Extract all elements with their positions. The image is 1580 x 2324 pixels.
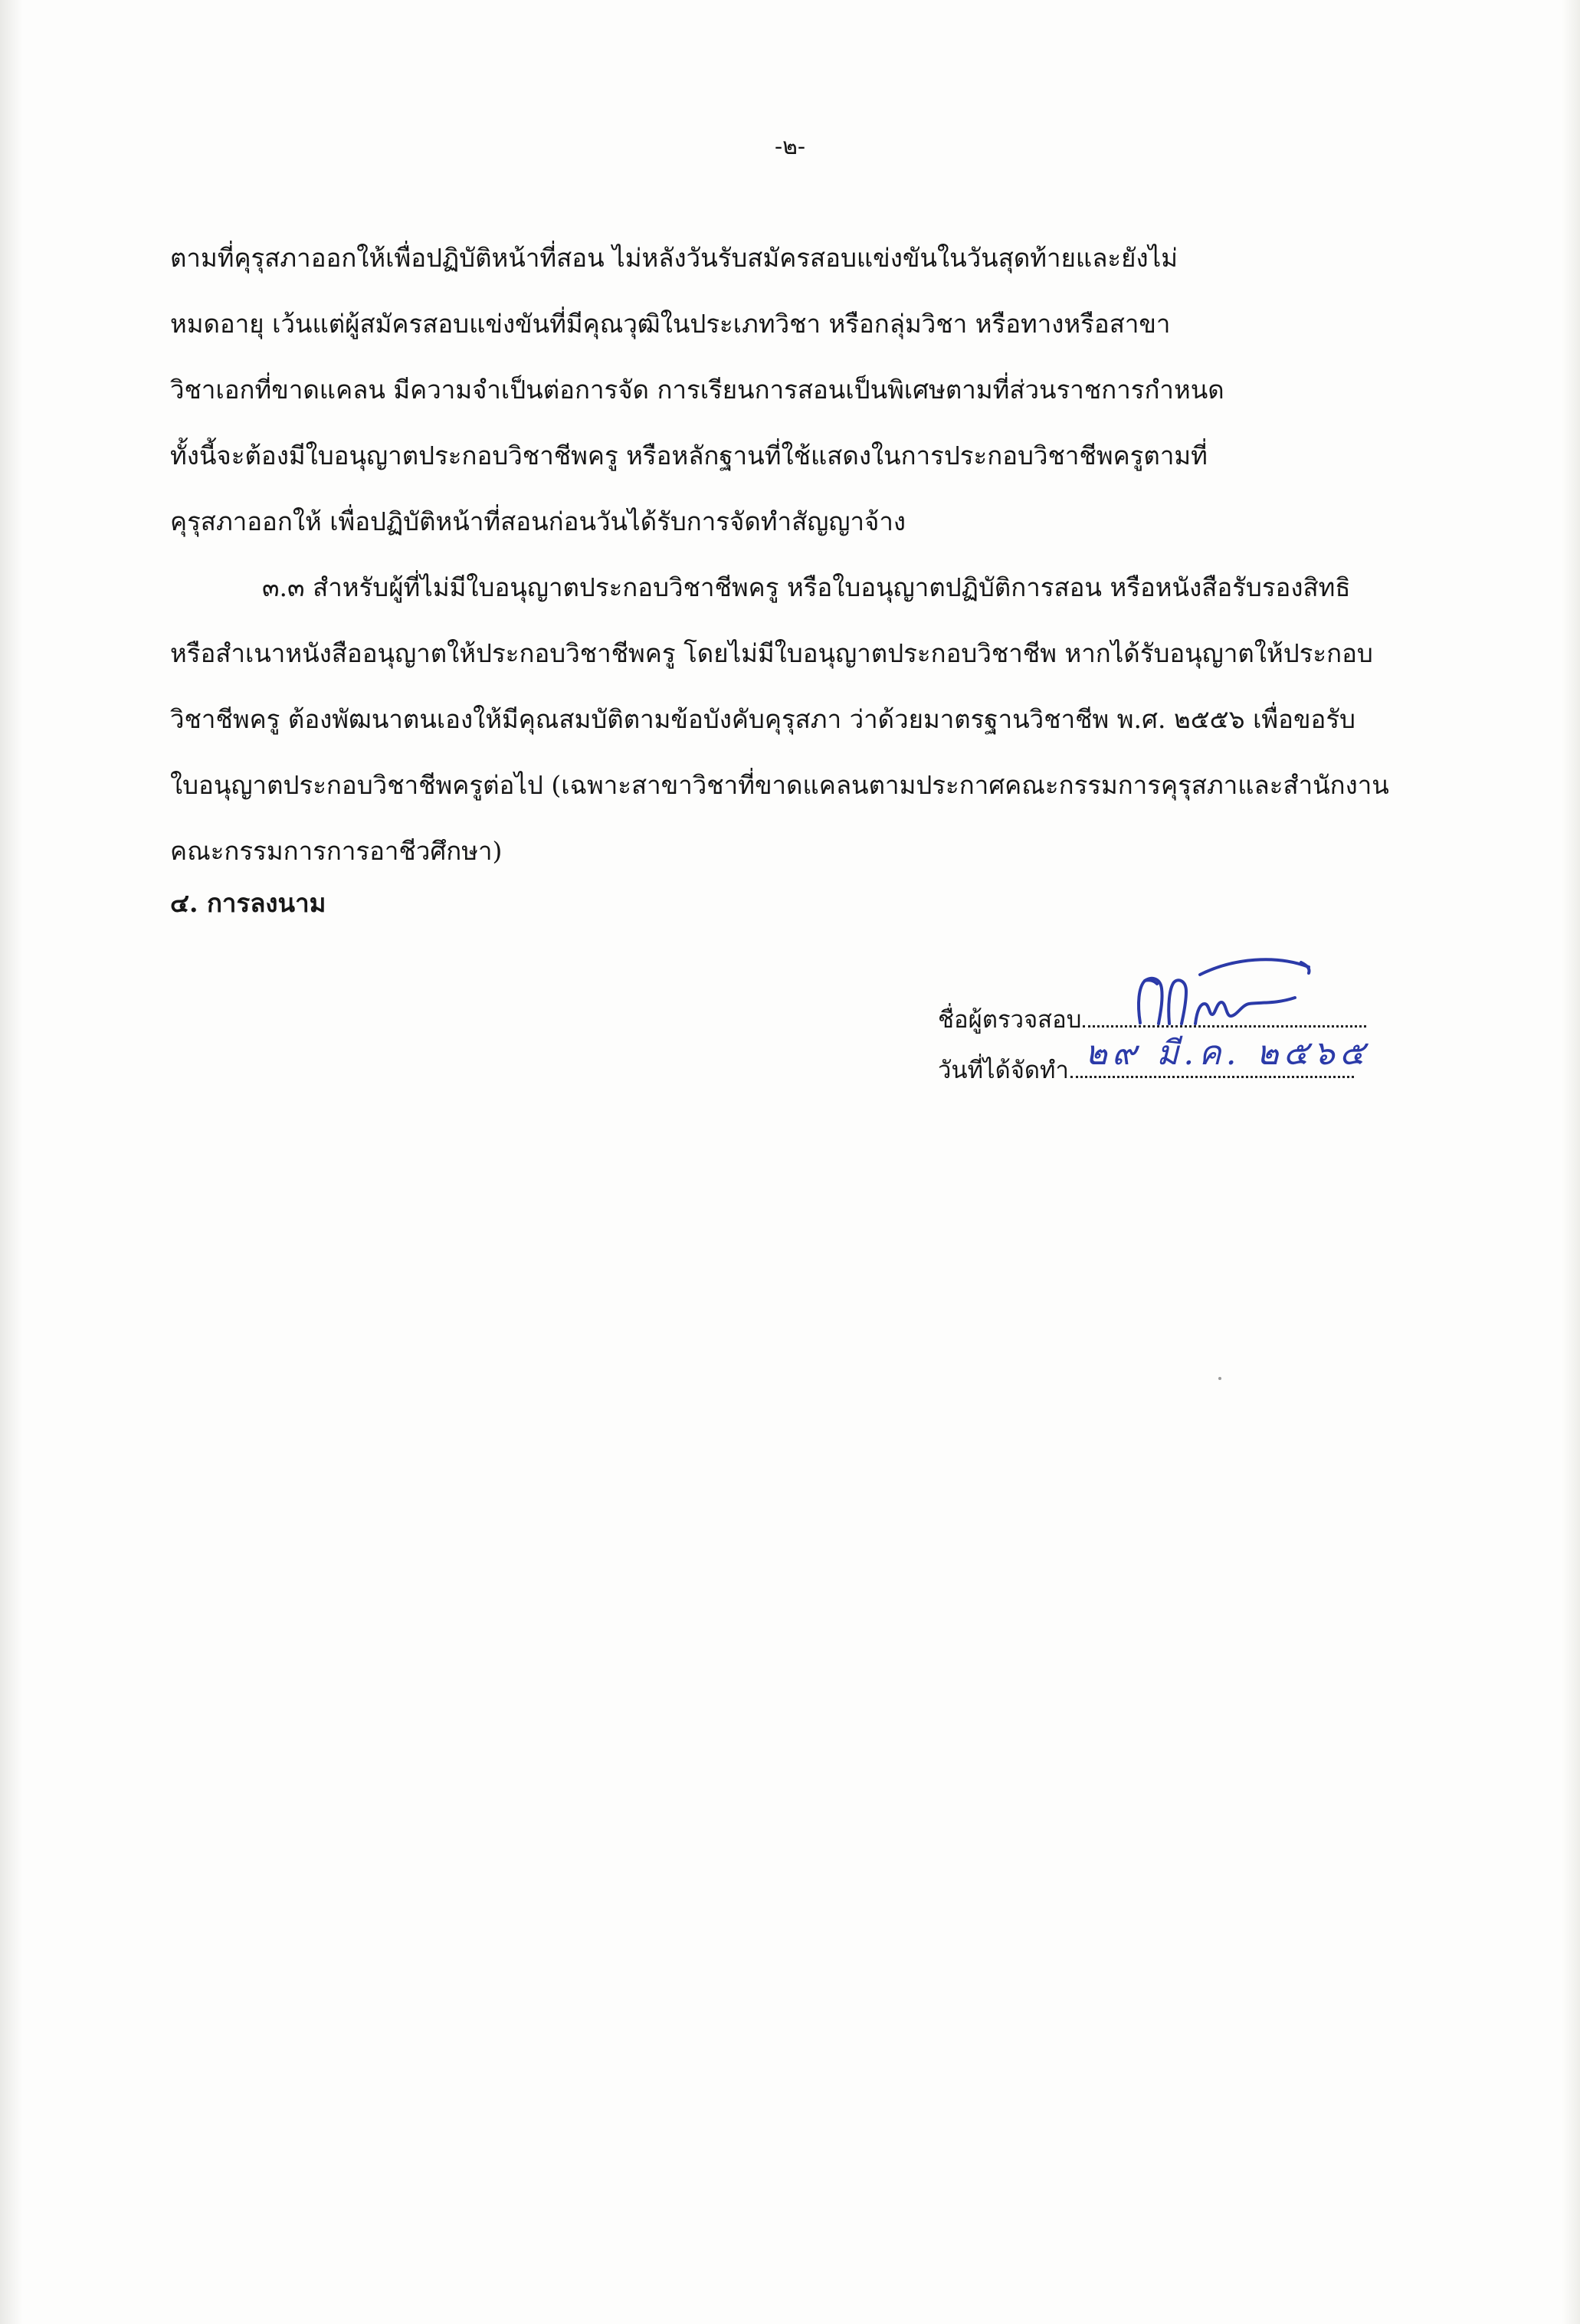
clause-3-3-line: หรือสำเนาหนังสืออนุญาตให้ประกอบวิชาชีพครู โดยไม่มีใบอนุญาตประกอบวิชาชีพ หากได้รับอนุญาตให้ประกอบ — [170, 638, 1373, 668]
handwritten-date: ๒๙ มี.ค. ๒๕๖๕ — [1085, 1034, 1370, 1073]
scan-edge-shadow — [1562, 0, 1580, 2324]
scan-edge-shadow — [0, 0, 23, 2324]
paragraph-line: ตามที่คุรุสภาออกให้เพื่อปฏิบัติหน้าที่สอน ไม่หลังวันรับสมัครสอบแข่งขันในวันสุดท้ายและยังไม่ — [170, 243, 1178, 273]
scan-speck — [1218, 1377, 1221, 1380]
paragraph-line: วิชาเอกที่ขาดแคลน มีความจำเป็นต่อการจัด การเรียนการสอนเป็นพิเศษตามที่ส่วนราชการกำหนด — [170, 375, 1224, 405]
handwritten-signature — [1126, 950, 1326, 1034]
body-text — [170, 241, 1427, 869]
date-label: วันที่ได้จัดทำ — [938, 1057, 1069, 1084]
paragraph-line: ทั้งนี้จะต้องมีใบอนุญาตประกอบวิชาชีพครู หรือหลักฐานที่ใช้แสดงในการประกอบวิชาชีพครูตามที่ — [170, 441, 1208, 470]
clause-3-3-line: วิชาชีพครู ต้องพัฒนาตนเองให้มีคุณสมบัติตามข้อบังคับคุรุสภา ว่าด้วยมาตรฐานวิชาชีพ พ.ศ. ๒๕๕๖ เพื่อขอรับ — [170, 704, 1355, 734]
paragraph-line: คุรุสภาออกให้ เพื่อปฏิบัติหน้าที่สอนก่อนวันได้รับการจัดทำสัญญาจ้าง — [170, 506, 906, 536]
page-number: -๒- — [774, 133, 806, 160]
checker-label: ชื่อผู้ตรวจสอบ — [938, 1006, 1082, 1034]
section-4-heading: ๔. การลงนาม — [170, 888, 326, 918]
paragraph-line: หมดอายุ เว้นแต่ผู้สมัครสอบแข่งขันที่มีคุณวุฒิในประเภทวิชา หรือกลุ่มวิชา หรือทางหรือสาขา — [170, 309, 1171, 339]
clause-3-3-line: คณะกรรมการการอาชีวศึกษา) — [170, 836, 503, 866]
clause-3-3-line: ใบอนุญาตประกอบวิชาชีพครูต่อไป (เฉพาะสาขาวิชาที่ขาดแคลนตามประกาศคณะกรรมการคุรุสภาและสำนักงาน — [170, 770, 1389, 800]
clause-3-3-line: ๓.๓ สำหรับผู้ที่ไม่มีใบอนุญาตประกอบวิชาชีพครู หรือใบอนุญาตปฏิบัติการสอน หรือหนังสือรับรองสิทธิ — [262, 572, 1351, 602]
